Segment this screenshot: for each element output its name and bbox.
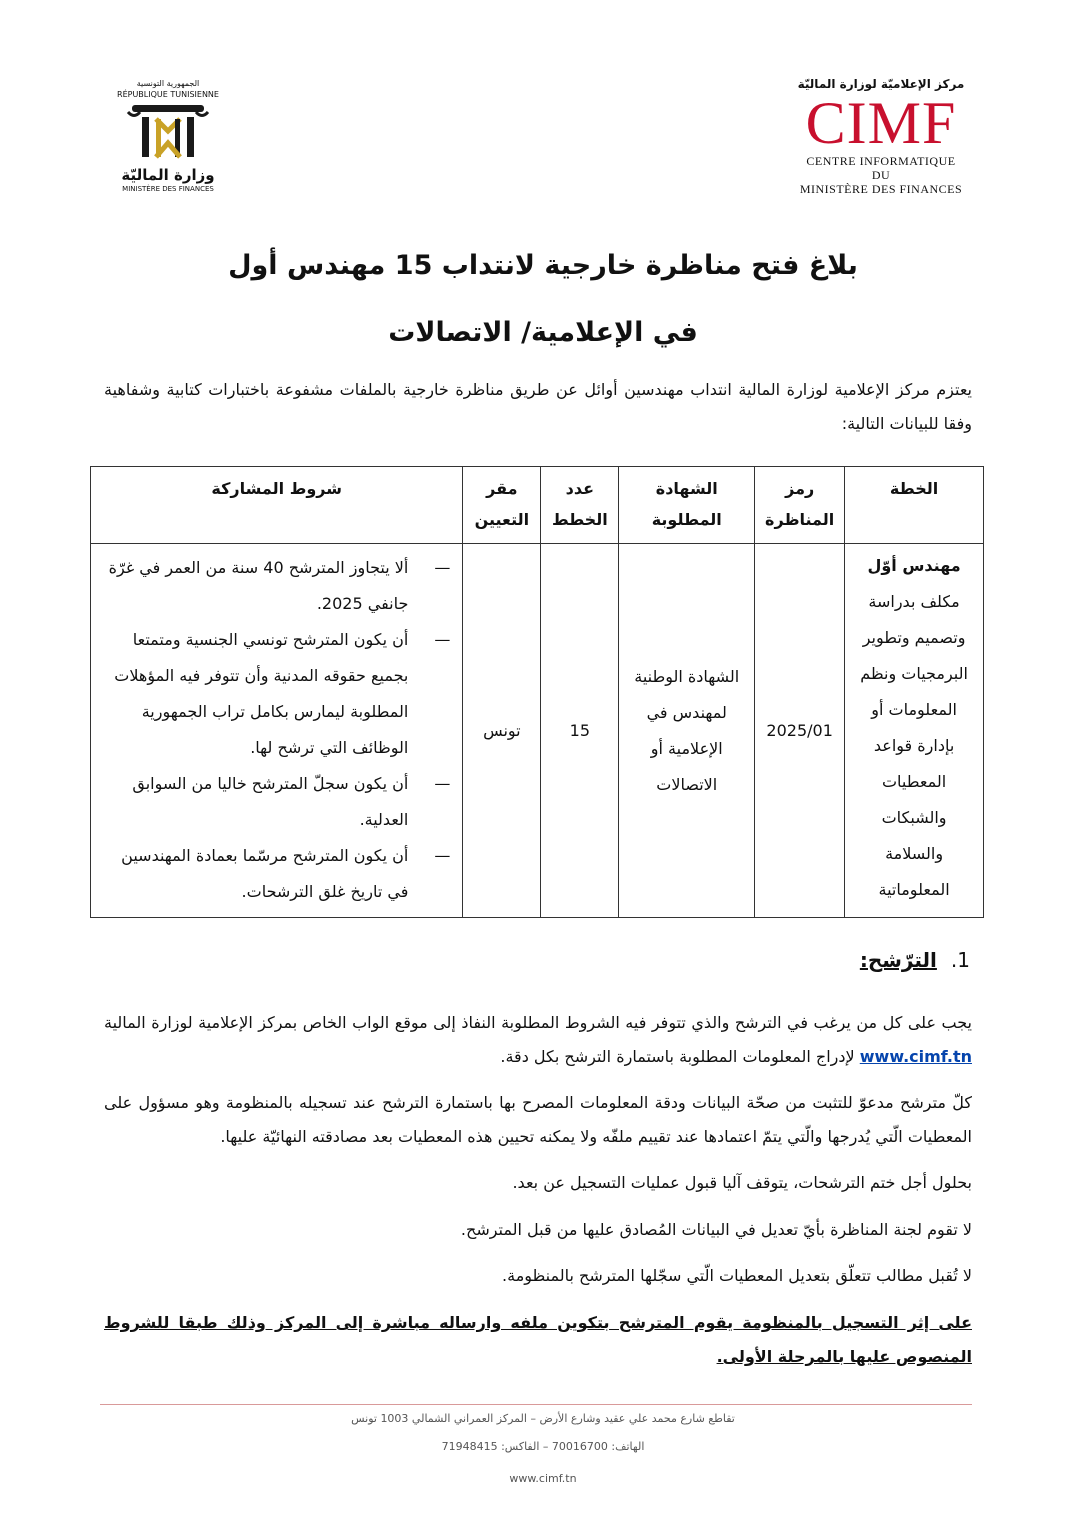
p1-text-after: لإدراج المعلومات المطلوبة باستمارة الترشح بكل دقة. xyxy=(500,1047,855,1066)
footer-phone: الهاتف: 70016700 – الفاكس: 71948415 xyxy=(441,1440,645,1453)
cell-location: تونس xyxy=(463,544,541,918)
bullet-dash: — xyxy=(434,846,451,865)
table-row xyxy=(91,544,984,918)
competition-table xyxy=(90,466,984,918)
header-location: مقر التعيين xyxy=(463,467,541,544)
condition-item xyxy=(105,550,452,622)
header-count: عدد الخطط xyxy=(541,467,619,544)
condition-text: ألا يتجاوز المترشح 40 سنة من العمر في غرّة جانفي 2025. xyxy=(108,558,409,613)
header-plan: الخطة xyxy=(845,467,984,544)
candidacy-paragraph-6: على إثر التسجيل بالمنظومة يقوم المترشح بتكوين ملفه وارساله مباشرة إلى المركز وذلك طبقا للشروط المنصوص عليها بالمرحلة الأولى. xyxy=(104,1313,972,1366)
cimf-logo xyxy=(796,76,966,196)
cimf-name-fr-line2: MINISTÈRE DES FINANCES xyxy=(799,182,963,196)
condition-item xyxy=(105,838,452,910)
bullet-dash: — xyxy=(434,774,451,793)
cell-degree: الشهادة الوطنية لمهندس في الإعلامية أو الاتصالات xyxy=(619,544,755,918)
intro-paragraph: يعتزم مركز الإعلامية لوزارة المالية انتداب مهندسين أوائل عن طريق مناظرة خارجية بالملفات مشفوعة باختبارات كتابية وشفاهية وفقا للبيانات التالية: xyxy=(104,380,972,433)
cell-code: 2025/01 xyxy=(755,544,845,918)
ministry-name-ar: وزارة الماليّة xyxy=(121,166,215,184)
plan-title: مهندس أوّل xyxy=(867,556,961,575)
candidacy-paragraph-1 xyxy=(104,1006,972,1074)
page-title-line2: في الإعلامية/ الاتصالات xyxy=(388,317,698,348)
condition-text: أن يكون سجلّ المترشح خاليا من السوابق العدلية. xyxy=(132,774,409,829)
candidacy-paragraph-2: كلّ مترشح مدعوّ للتثبت من صحّة البيانات ودقة المعلومات المصرح بها باستمارة الترشح عند تسجيله بالمنظومة وهو مسؤول على المعطيات الّتي يُدرجها والّتي يتمّ اعتمادها عند تقييم ملفّه ولا يمكنه تحيين هذه المعطيات بعد مصادقته النهائيّة عليها. xyxy=(104,1093,972,1146)
header-conditions: شروط المشاركة xyxy=(91,467,463,544)
bullet-dash: — xyxy=(434,630,451,649)
condition-item xyxy=(105,622,452,766)
header-code: رمز المناظرة xyxy=(755,467,845,544)
cell-plan xyxy=(845,544,984,918)
table-header-row xyxy=(91,467,984,544)
republic-ar-text: الجمهورية التونسية xyxy=(136,79,200,88)
bullet-dash: — xyxy=(434,558,451,577)
republic-fr-text: RÉPUBLIQUE TUNISIENNE xyxy=(117,90,219,99)
cell-conditions xyxy=(91,544,463,918)
ministry-of-finance-logo xyxy=(108,78,228,202)
ministry-name-fr: MINISTÈRE DES FINANCES xyxy=(122,185,214,193)
column-emblem-icon xyxy=(126,103,210,163)
footer-address: تقاطع شارع محمد علي عقيد وشارع الأرض – المركز العمراني الشمالي 1003 تونس xyxy=(351,1412,735,1425)
section-title: الترّشح: xyxy=(859,948,937,972)
section-heading xyxy=(860,948,970,972)
website-link[interactable]: www.cimf.tn xyxy=(859,1047,972,1066)
page-title-line1: بلاغ فتح مناظرة خارجية لانتداب 15 مهندس أول xyxy=(228,250,858,281)
footer-website[interactable]: www.cimf.tn xyxy=(509,1472,577,1485)
candidacy-paragraph-5: لا تُقبل مطالب تتعلّق بتعديل المعطيات الّتي سجّلها المترشح بالمنظومة. xyxy=(502,1266,972,1285)
condition-item xyxy=(105,766,452,838)
condition-text: أن يكون المترشح تونسي الجنسية ومتمتعا بجميع حقوقه المدنية وأن تتوفر فيه المؤهلات المطلوبة ليمارس بكامل تراب الجمهورية الوظائف التي ترشح لها. xyxy=(114,630,409,757)
condition-text: أن يكون المترشح مرسّما بعمادة المهندسين في تاريخ غلق الترشحات. xyxy=(121,846,409,901)
cimf-name-fr-line1: CENTRE INFORMATIQUE DU xyxy=(806,154,956,182)
section-number: 1. xyxy=(950,948,970,972)
cimf-name-ar: مركز الإعلاميّة لوزارة الماليّة xyxy=(797,77,965,91)
p1-text-before: يجب على كل من يرغب في الترشح والذي تتوفر فيه الشروط المطلوبة النفاذ إلى موقع الواب الخاص بمركز الإعلامية لوزارة المالية xyxy=(104,1013,972,1032)
footer-divider xyxy=(100,1404,972,1405)
cimf-wordmark: CIMF xyxy=(805,90,957,156)
candidacy-paragraph-3: بحلول أجل ختم الترشحات، يتوقف آليا قبول عمليات التسجيل عن بعد. xyxy=(512,1173,972,1192)
candidacy-paragraph-4: لا تقوم لجنة المناظرة بأيّ تعديل في البيانات المُصادق عليها من قبل المترشح. xyxy=(460,1220,972,1239)
cell-count: 15 xyxy=(541,544,619,918)
header-degree: الشهادة المطلوبة xyxy=(619,467,755,544)
plan-description: مكلف بدراسة وتصميم وتطوير البرمجيات ونظم المعلومات أو بإدارة قواعد المعطيات والشبكات والسلامة المعلوماتية xyxy=(860,592,968,899)
